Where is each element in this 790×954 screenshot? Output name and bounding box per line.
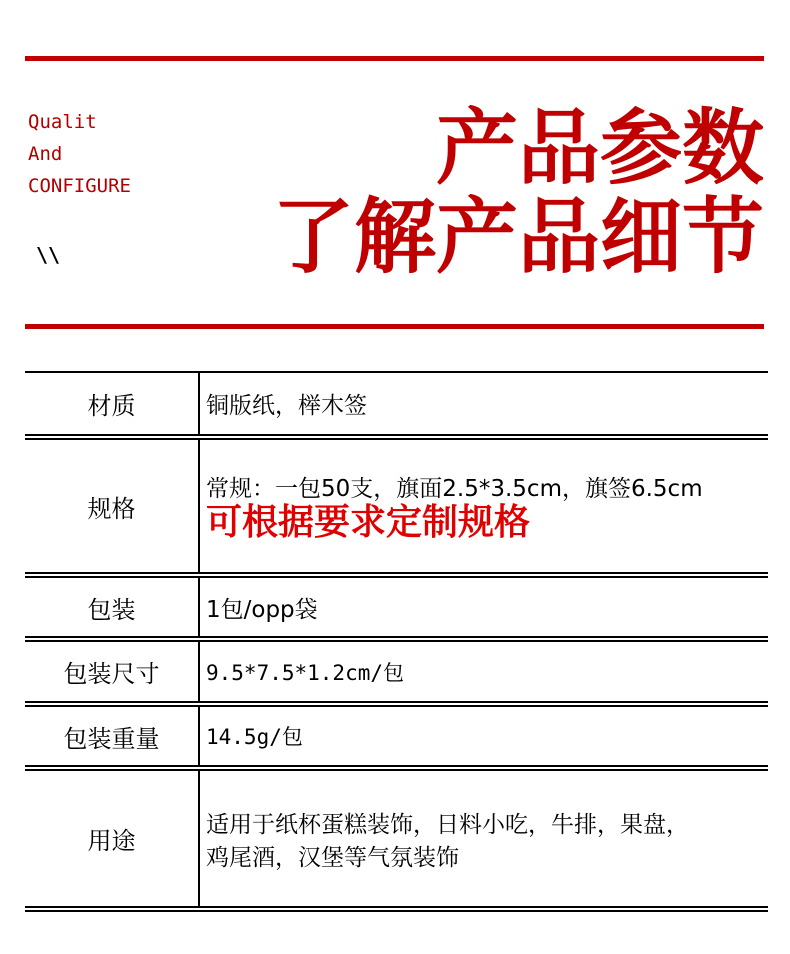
spec-table [25,371,768,912]
english-tagline [28,106,131,202]
title-line-2: 了解产品细节 [271,190,764,285]
spec-value: 常规：一包50支，旗面2.5*3.5cm，旗签6.5cm [206,475,703,502]
spec-label: 用途 [25,770,199,907]
slash-mark: \\ [36,243,61,267]
spec-value: 铜版纸，榉木签 [206,393,367,419]
custom-size-note: 可根据要求定制规格 [206,501,531,543]
spec-value: 14.5g/包 [206,725,303,749]
spec-row-size [25,439,768,573]
bottom-red-rule [25,324,764,329]
spec-value: 1包/opp袋 [206,596,318,623]
spec-label: 材质 [25,373,199,435]
top-red-rule [25,56,764,61]
tagline-line-2: And [28,143,63,165]
spec-label: 包装尺寸 [25,641,199,702]
spec-value-line-1: 适用于纸杯蛋糕装饰，日料小吃，牛排，果盘， [206,811,689,838]
spec-row-package-weight [25,706,768,766]
spec-row-material [25,373,768,435]
spec-label: 包装重量 [25,706,199,766]
tagline-line-3: CONFIGURE [28,175,131,197]
spec-value: 9.5*7.5*1.2cm/包 [206,660,405,685]
spec-row-usage [25,770,768,907]
spec-row-packaging [25,577,768,637]
title-line-1: 产品参数 [435,101,764,196]
spec-row-package-size [25,641,768,702]
tagline-line-1: Qualit [28,111,97,133]
spec-label: 包装 [25,577,199,637]
spec-label: 规格 [25,439,199,573]
spec-value-line-2: 鸡尾酒，汉堡等气氛装饰 [206,844,459,871]
